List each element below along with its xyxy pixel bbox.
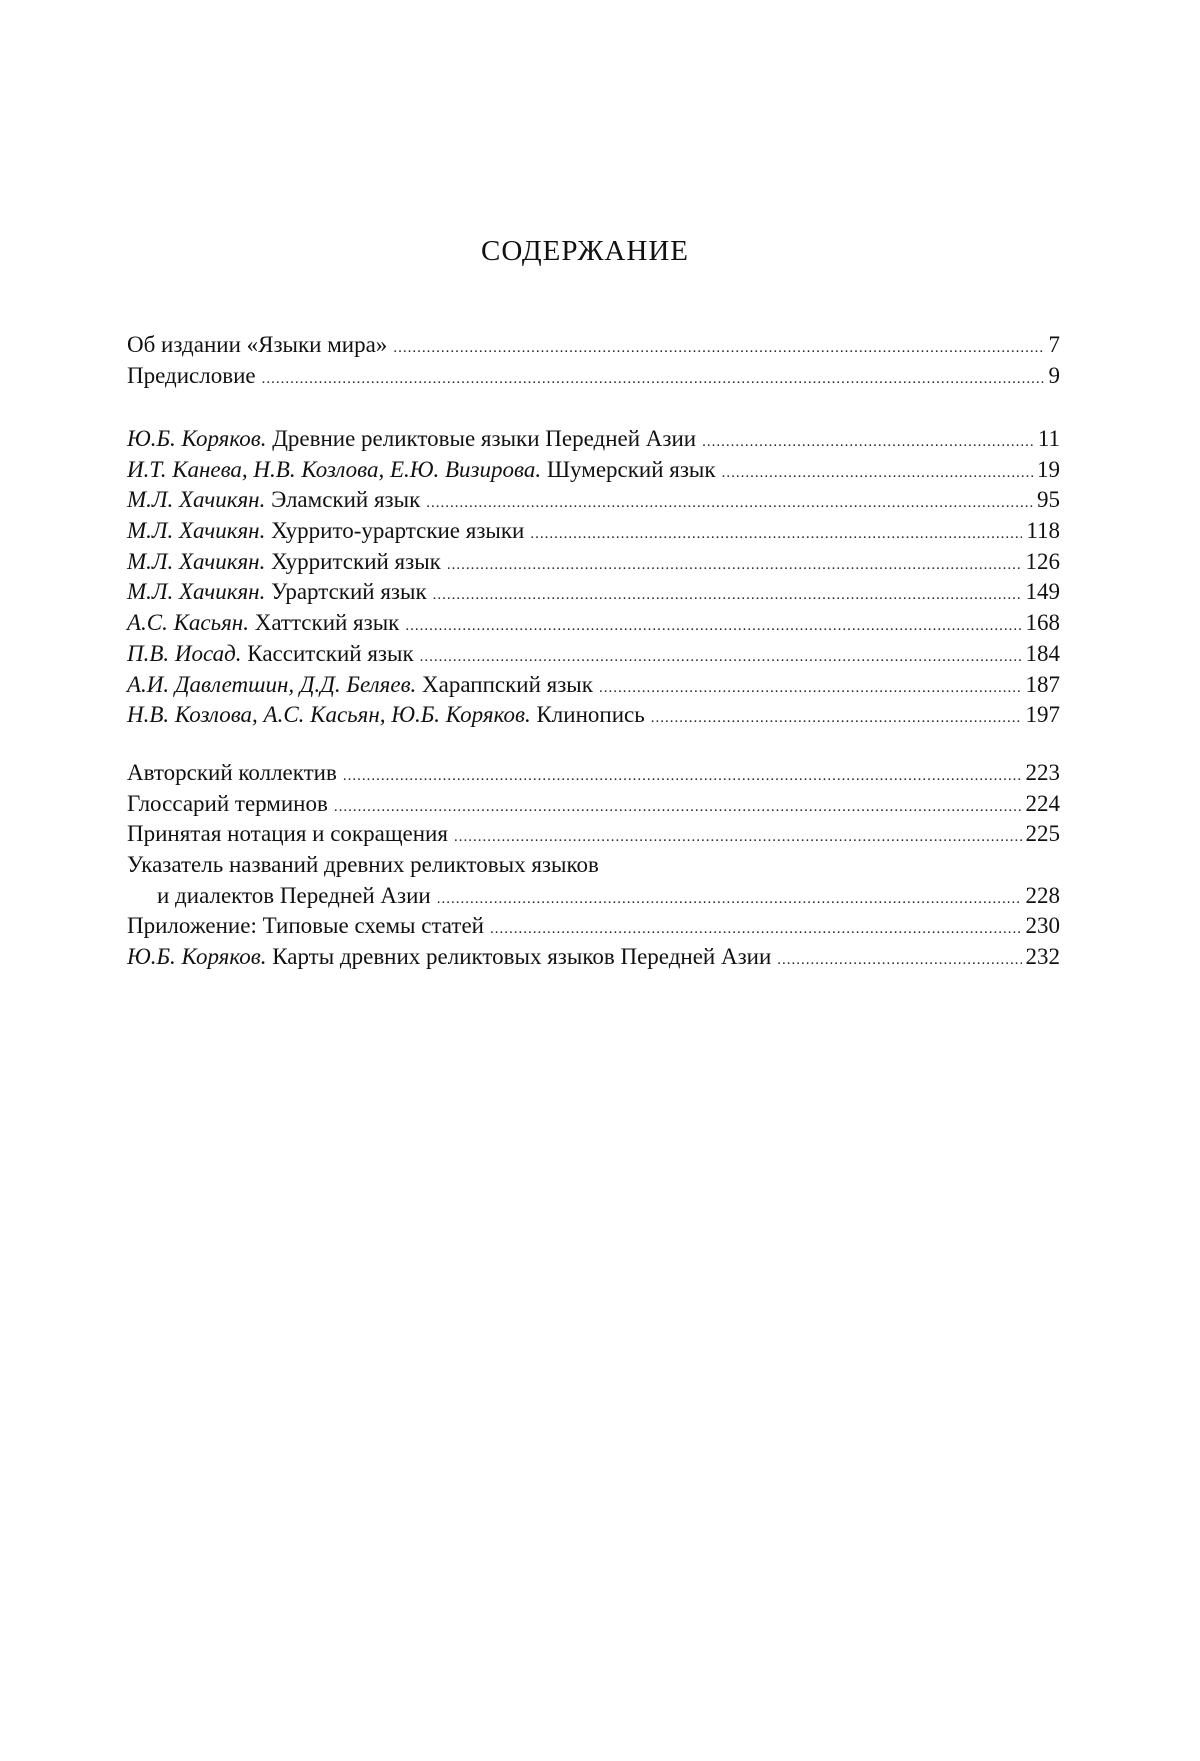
- toc-entry-name: Хаттский язык: [254, 610, 400, 636]
- toc-page-number: 149: [1025, 579, 1060, 605]
- toc-entry[interactable]: [127, 455, 1060, 486]
- toc-page-number: 225: [1025, 821, 1060, 847]
- toc-entry-name: Древние реликтовые языки Передней Азии: [272, 426, 697, 451]
- toc-entry-line2: [127, 881, 1060, 912]
- toc-entry-name: Урартский язык: [271, 579, 427, 605]
- toc-entry[interactable]: [127, 330, 1060, 361]
- dot-leader: [651, 703, 1022, 734]
- toc-entry-authors: М.Л. Хачикян.: [127, 548, 266, 574]
- toc-entry[interactable]: [127, 485, 1060, 516]
- toc-entry-title: [127, 577, 427, 608]
- toc-entry-title: Авторский коллектив: [127, 760, 337, 785]
- toc-page-number: 224: [1025, 790, 1060, 816]
- toc-entry-title: Приложение: Типовые схемы статей: [127, 913, 484, 939]
- dot-leader: [405, 611, 1021, 642]
- toc-page-number: 228: [1025, 882, 1060, 908]
- toc-entry-name: Хурритский язык: [271, 548, 441, 574]
- dot-leader: [426, 488, 1033, 519]
- toc-entry[interactable]: [127, 639, 1060, 670]
- toc-page-number: 7: [1048, 332, 1060, 357]
- toc-page-number: 9: [1048, 362, 1060, 388]
- toc-page-number: 19: [1037, 456, 1060, 482]
- toc-entry-title: Об издании «Языки мира»: [127, 332, 388, 357]
- toc-entry-name: Клинопись: [536, 702, 645, 728]
- dot-leader: [437, 884, 1022, 915]
- toc-entry-title: [127, 547, 441, 578]
- toc-entry-authors: П.В. Иосад.: [127, 640, 242, 666]
- toc-entry-authors: Н.В. Козлова, А.С. Касьян, Ю.Б. Коряков.: [127, 702, 531, 728]
- toc-page-number: 95: [1037, 487, 1060, 513]
- dot-leader: [433, 580, 1022, 611]
- toc-entry-title: Предисловие: [127, 362, 256, 388]
- toc-entry[interactable]: [127, 577, 1060, 608]
- toc-entry[interactable]: [127, 850, 1060, 911]
- toc-entry-title: Принятая нотация и сокращения: [127, 821, 448, 847]
- toc-entry-title: [127, 516, 524, 547]
- dot-leader: [447, 550, 1022, 581]
- toc-back-matter: [127, 758, 1060, 973]
- toc-entry-title-line1: Указатель названий древних реликтовых языков: [127, 852, 599, 878]
- toc-articles: [127, 424, 1060, 731]
- toc-entry[interactable]: [127, 758, 1060, 789]
- toc-entry-name: Касситский язык: [247, 640, 414, 666]
- toc-page-number: 197: [1025, 702, 1060, 728]
- dot-leader: [334, 792, 1022, 823]
- toc-page-number: 223: [1025, 760, 1060, 785]
- toc-entry-title: [127, 608, 399, 639]
- toc-page-number: 126: [1025, 548, 1060, 574]
- toc-entry[interactable]: [127, 670, 1060, 701]
- toc-entry[interactable]: [127, 819, 1060, 850]
- toc-page-number: 11: [1037, 426, 1060, 451]
- dot-leader: [777, 945, 1021, 976]
- toc-entry-title: Глоссарий терминов: [127, 790, 328, 816]
- toc-entry-name: Хараппский язык: [422, 671, 593, 697]
- toc-front-matter: [127, 330, 1060, 391]
- toc-entry-title: [127, 485, 420, 516]
- dot-leader: [343, 761, 1022, 792]
- toc-page-number: 232: [1025, 944, 1060, 970]
- toc-entry-name: Эламский язык: [271, 487, 421, 513]
- dot-leader: [393, 333, 1044, 364]
- toc-entry[interactable]: [127, 942, 1060, 973]
- toc-entry[interactable]: [127, 911, 1060, 942]
- toc-entry[interactable]: [127, 789, 1060, 820]
- page-title: СОДЕРЖАНИЕ: [481, 235, 689, 267]
- dot-leader: [454, 822, 1022, 853]
- toc-entry-name: Хуррито-урартские языки: [271, 518, 525, 544]
- toc-entry-authors: Ю.Б. Коряков.: [127, 944, 267, 970]
- dot-leader: [722, 458, 1033, 489]
- toc-entry-authors: Ю.Б. Коряков.: [127, 426, 267, 451]
- toc-page-number: 187: [1025, 671, 1060, 697]
- toc-entry-title: [127, 942, 771, 973]
- toc-entry-title: [127, 424, 696, 455]
- toc-entry[interactable]: [127, 608, 1060, 639]
- toc-entry[interactable]: [127, 547, 1060, 578]
- toc-entry-name: Шумерский язык: [546, 456, 716, 482]
- toc-entry[interactable]: [127, 424, 1060, 455]
- toc-entry-authors: М.Л. Хачикян.: [127, 579, 266, 605]
- dot-leader: [262, 364, 1045, 395]
- toc-entry-authors: И.Т. Канева, Н.В. Козлова, Е.Ю. Визирова.: [127, 456, 542, 482]
- toc-page-number: 168: [1025, 610, 1060, 636]
- toc-entry-authors: А.С. Касьян.: [127, 610, 249, 636]
- toc-entry-title: [127, 670, 593, 701]
- toc-entry-authors: А.И. Давлетшин, Д.Д. Беляев.: [127, 671, 417, 697]
- toc-page-number: 184: [1025, 640, 1060, 666]
- toc-entry[interactable]: [127, 516, 1060, 547]
- toc-entry[interactable]: [127, 700, 1060, 731]
- toc-entry-title: [127, 455, 716, 486]
- toc-page-number: 230: [1025, 913, 1060, 939]
- dot-leader: [530, 519, 1022, 550]
- toc-entry-title: [127, 639, 414, 670]
- dot-leader: [420, 642, 1022, 673]
- toc-entry-authors: М.Л. Хачикян.: [127, 487, 266, 513]
- dot-leader: [702, 427, 1034, 458]
- toc-entry-title-line2: и диалектов Передней Азии: [157, 882, 431, 908]
- toc-entry[interactable]: [127, 361, 1060, 392]
- toc-entry-title: [127, 700, 645, 731]
- toc-page-number: 118: [1026, 518, 1060, 544]
- toc-entry-authors: М.Л. Хачикян.: [127, 518, 266, 544]
- dot-leader: [599, 673, 1022, 704]
- toc-entry-name: Карты древних реликтовых языков Передней Азии: [272, 944, 772, 970]
- dot-leader: [490, 914, 1022, 945]
